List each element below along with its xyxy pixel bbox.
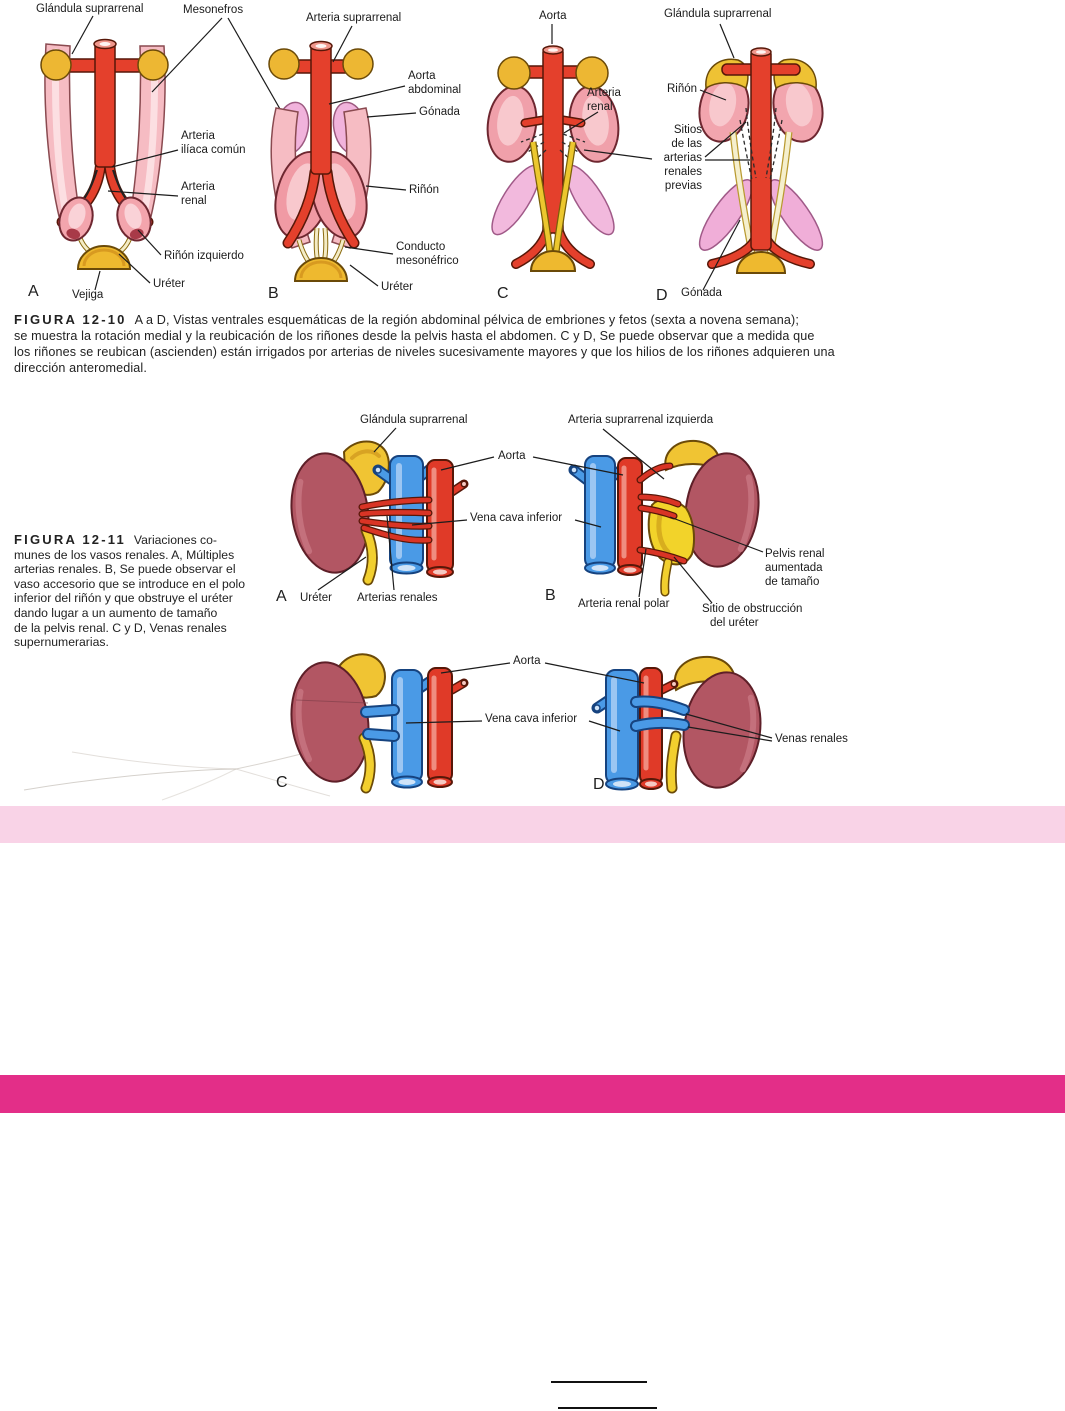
label-rinon-b: Riñón bbox=[409, 184, 440, 196]
fig11-caption-text-1: Variaciones co- bbox=[133, 533, 217, 547]
fig11-caption-line-6: dando lugar a un aumento de tamaño bbox=[14, 605, 218, 620]
fig10-caption bbox=[14, 312, 874, 376]
label-aorta-11ab: Aorta bbox=[498, 450, 526, 462]
label-sitios-4: renales bbox=[664, 166, 702, 178]
fig10-panel-letter-a: A bbox=[28, 283, 39, 300]
fig11-panel-letter-c: C bbox=[276, 774, 288, 791]
label-arteria-iliaca-1: Arteria bbox=[181, 130, 215, 142]
magenta-band bbox=[0, 1075, 1065, 1113]
fig11-caption-line-4: vaso accesorio que se introduce en el polo bbox=[14, 576, 246, 591]
fig10-caption-text-1: A a D, Vistas ventrales esquemáticas de la región abdominal pélvica de embriones y fetos (sexta a novena semana); bbox=[134, 313, 799, 327]
label-venas-renales: Venas renales bbox=[775, 733, 848, 745]
label-sitios-2: de las bbox=[671, 138, 702, 150]
label-pelvis-renal-1: Pelvis renal bbox=[765, 548, 825, 560]
label-glandula-suprarrenal-a: Glándula suprarrenal bbox=[36, 3, 144, 15]
fig10-caption-line-2: se muestra la rotación medial y la reubicación de los riñones desde la pelvis hasta el abdomen. C y D, Se puede observar que a medida que bbox=[14, 329, 815, 343]
label-sitios-1: Sitios bbox=[673, 124, 702, 136]
fig11-panel-c-illustration bbox=[24, 654, 467, 800]
fig10-panel-c-illustration bbox=[483, 46, 623, 271]
bottom-rule-1 bbox=[551, 1381, 647, 1383]
fig11-panel-letter-b: B bbox=[545, 587, 556, 604]
label-aorta-abdominal-2: abdominal bbox=[408, 84, 462, 96]
fig11-caption bbox=[14, 533, 266, 650]
fig11-caption-line-3: arterias renales. B, Se puede observar el bbox=[14, 562, 236, 577]
label-glandula-suprarrenal-d: Glándula suprarrenal bbox=[664, 8, 772, 20]
fig10-panel-a-illustration bbox=[41, 40, 168, 270]
fig11-caption-line-8: supernumerarias. bbox=[14, 635, 109, 650]
label-aorta-11cd: Aorta bbox=[513, 655, 541, 667]
label-arteria-renal-c-2: renal bbox=[587, 101, 613, 113]
label-rinon-izquierdo: Riñón izquierdo bbox=[164, 250, 244, 262]
label-pelvis-renal-2: aumentada bbox=[765, 562, 823, 574]
label-sitio-obstruccion-1: Sitio de obstrucción bbox=[702, 603, 803, 615]
fig11-caption-line-5: inferior del riñón y que obstruye el uréter bbox=[14, 591, 233, 606]
label-mesonefros: Mesonefros bbox=[183, 4, 244, 16]
label-rinon-d: Riñón bbox=[667, 83, 698, 95]
label-arteria-iliaca-2: ilíaca común bbox=[181, 144, 246, 156]
fig10-panel-letter-c: C bbox=[497, 285, 509, 302]
label-conducto-2: mesonéfrico bbox=[396, 255, 459, 267]
label-arterias-renales: Arterias renales bbox=[357, 592, 438, 604]
label-gonada-b: Gónada bbox=[419, 106, 460, 118]
label-arteria-suprarrenal: Arteria suprarrenal bbox=[306, 12, 402, 24]
label-sitios-3: arterias bbox=[663, 152, 702, 164]
light-pink-band bbox=[0, 806, 1065, 843]
label-aorta-c: Aorta bbox=[539, 10, 567, 22]
fig11-panel-letter-d: D bbox=[593, 776, 605, 793]
fig11-caption-line-2: munes de los vasos renales. A, Múltiples bbox=[14, 547, 235, 562]
fig10-caption-line-3: los riñones se reubican (ascienden) están irrigados por arterias de niveles sucesivamente mayores y que los hilios de los riñones adquieren una bbox=[14, 345, 835, 359]
label-vejiga: Vejiga bbox=[72, 289, 104, 301]
fig10-panel-letter-b: B bbox=[268, 285, 279, 302]
label-sitio-obstruccion-2: del uréter bbox=[710, 617, 759, 629]
label-arteria-renal-a-2: renal bbox=[181, 195, 207, 207]
fig11-panel-a-illustration bbox=[284, 442, 467, 581]
label-glandula-suprarrenal-11a: Glándula suprarrenal bbox=[360, 414, 468, 426]
fig11-panel-d-illustration bbox=[594, 657, 768, 793]
label-arteria-renal-polar: Arteria renal polar bbox=[578, 598, 670, 610]
label-sitios-5: previas bbox=[664, 180, 702, 192]
label-arteria-renal-a-1: Arteria bbox=[181, 181, 215, 193]
fig11-caption-line-1 bbox=[14, 533, 266, 548]
label-arteria-renal-c-1: Arteria bbox=[587, 87, 621, 99]
label-pelvis-renal-3: de tamaño bbox=[765, 576, 820, 588]
label-conducto-1: Conducto bbox=[396, 241, 446, 253]
fig10-caption-heading: FIGURA 12-10 bbox=[14, 312, 127, 327]
label-ureter-b: Uréter bbox=[381, 281, 413, 293]
fig10-panel-b-illustration bbox=[266, 42, 375, 282]
bottom-rule-2 bbox=[558, 1407, 657, 1409]
fig10-caption-line-1 bbox=[14, 312, 874, 328]
fig11-panel-b-illustration bbox=[571, 441, 766, 592]
label-vena-cava-11ab: Vena cava inferior bbox=[470, 512, 563, 524]
fig10-panel-letter-d: D bbox=[656, 287, 668, 304]
label-ureter-a: Uréter bbox=[153, 278, 185, 290]
label-ureter-11a: Uréter bbox=[300, 592, 332, 604]
fig10-caption-line-4: dirección anteromedial. bbox=[14, 361, 147, 375]
label-aorta-abdominal-1: Aorta bbox=[408, 70, 436, 82]
label-arteria-suprarrenal-izquierda: Arteria suprarrenal izquierda bbox=[568, 414, 714, 426]
label-gonada-d: Gónada bbox=[681, 287, 722, 299]
fig11-caption-heading: FIGURA 12-11 bbox=[14, 532, 126, 547]
fig11-caption-line-7: de la pelvis renal. C y D, Venas renales bbox=[14, 620, 227, 635]
label-vena-cava-11cd: Vena cava inferior bbox=[485, 713, 578, 725]
fig11-panel-letter-a: A bbox=[276, 588, 287, 605]
